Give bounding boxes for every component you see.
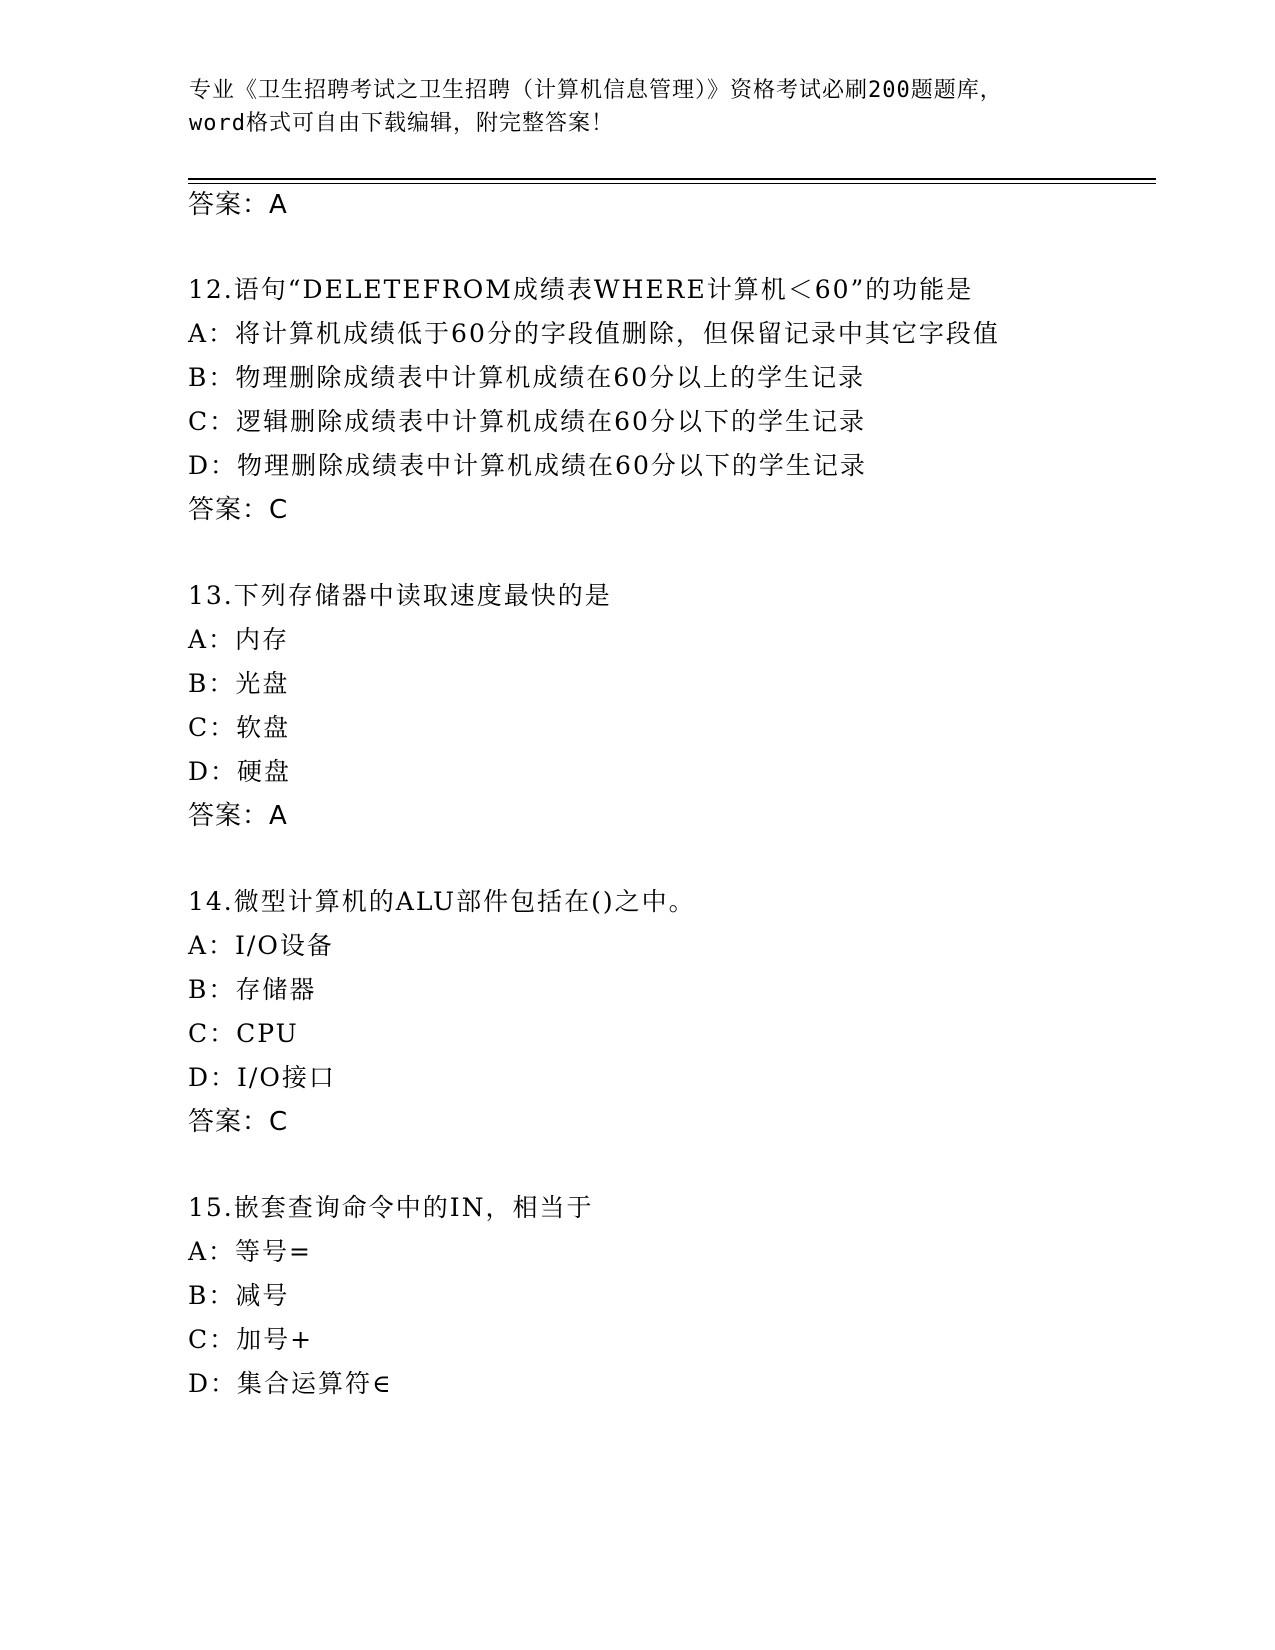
question-13-answer: 答案：A [188,801,288,831]
question-12-stem: 12.语句“DELETEFROM成绩表WHERE计算机＜60”的功能是 [188,275,974,304]
question-12-option-a: A：将计算机成绩低于60分的字段值删除，但保留记录中其它字段值 [188,319,1000,348]
question-13-option-c: C：软盘 [188,713,291,742]
question-14-answer: 答案：C [188,1107,289,1137]
question-14-option-b: B：存储器 [188,975,317,1004]
question-12-option-d: D：物理删除成绩表中计算机成绩在60分以下的学生记录 [188,451,867,480]
header-line-1: 专业《卫生招聘考试之卫生招聘（计算机信息管理）》资格考试必刷200题题库， [189,78,1003,103]
question-14-option-c: C：CPU [188,1019,299,1048]
question-13-option-a: A：内存 [188,625,290,654]
question-13-stem: 13.下列存储器中读取速度最快的是 [188,581,612,610]
header-divider-thin [188,183,1156,184]
question-12-option-c: C：逻辑删除成绩表中计算机成绩在60分以下的学生记录 [188,407,866,436]
question-12-answer: 答案：C [188,495,289,525]
document-header [189,74,1089,140]
header-divider [188,178,1156,180]
question-13-option-d: D：硬盘 [188,757,292,786]
question-13-option-b: B：光盘 [188,669,290,698]
header-line-2: word格式可自由下载编辑，附完整答案！ [189,111,614,136]
question-15-option-d: D：集合运算符∈ [188,1369,393,1398]
question-15-option-c: C：加号+ [188,1325,314,1354]
previous-answer: 答案：A [188,190,288,220]
question-12-option-b: B：物理删除成绩表中计算机成绩在60分以上的学生记录 [188,363,866,392]
question-15-stem: 15.嵌套查询命令中的IN，相当于 [188,1193,594,1222]
question-15-option-a: A：等号= [188,1237,313,1266]
question-14-stem: 14.微型计算机的ALU部件包括在()之中。 [188,887,696,916]
question-14-option-d: D：I/O接口 [188,1063,336,1092]
question-14-option-a: A：I/O设备 [188,931,334,960]
question-15-option-b: B：减号 [188,1281,290,1310]
